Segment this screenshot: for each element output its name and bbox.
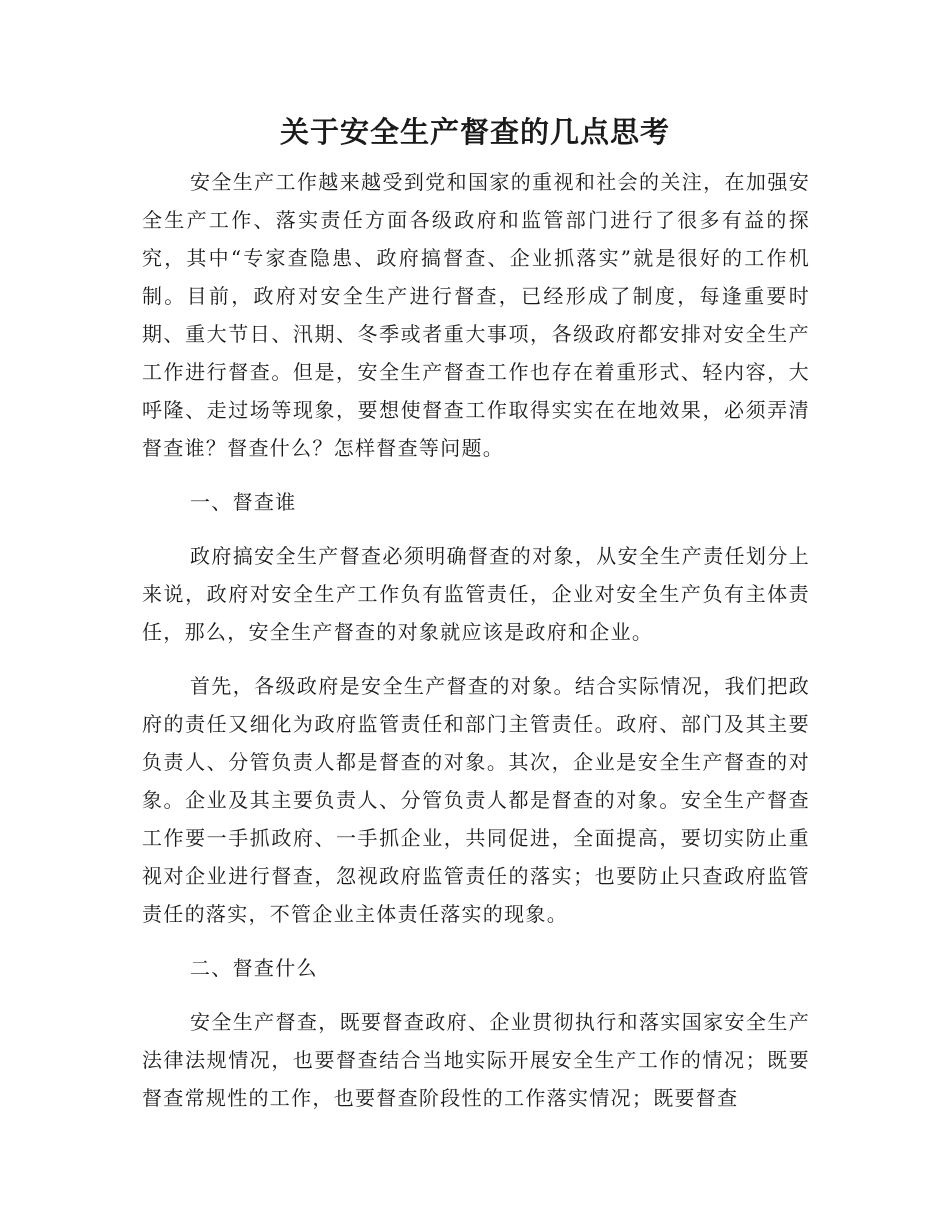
paragraph-gap xyxy=(142,651,810,667)
paragraph-gap xyxy=(142,933,810,949)
paragraph-intro: 安全生产工作越来越受到党和国家的重视和社会的关注，在加强安全生产工作、落实责任方面各级政府和监管部门进行了很多有益的探究，其中“专家查隐患、政府搞督查、企业抓落实”就是很好的工作机制。目前，政府对安全生产进行督查，已经形成了制度，每逢重要时期、重大节日、汛期、冬季或者重大事项，各级政府都安排对安全生产工作进行督查。但是，安全生产督查工作也存在着重形式、轻内容，大呼隆、走过场等现象，要想使督查工作取得实实在在地效果，必须弄清督查谁？督查什么？怎样督查等问题。 xyxy=(142,170,810,460)
paragraph-who-detail: 首先，各级政府是安全生产督查的对象。结合实际情况，我们把政府的责任又细化为政府监管责任和部门主管责任。政府、部门及其主要负责人、分管负责人都是督查的对象。其次，企业是安全生产督查的对象。企业及其主要负责人、分管负责人都是督查的对象。安全生产督查工作要一手抓政府、一手抓企业，共同促进，全面提高，要切实防止重视对企业进行督查，忽视政府监管责任的落实；也要防止只查政府监管责任的落实，不管企业主体责任落实的现象。 xyxy=(142,674,810,926)
paragraph-what-body: 安全生产督查，既要督查政府、企业贯彻执行和落实国家安全生产法律法规情况，也要督查结合当地实际开展安全生产工作的情况；既要督查常规性的工作，也要督查阶段性的工作落实情况；既要督查 xyxy=(142,1010,810,1110)
section-heading-who: 一、督查谁 xyxy=(190,490,297,514)
paragraph-who-body: 政府搞安全生产督查必须明确督查的对象，从安全生产责任划分上来说，政府对安全生产工作负有监管责任，企业对安全生产负有主体责任，那么，安全生产督查的对象就应该是政府和企业。 xyxy=(142,544,810,644)
document-title: 关于安全生产督查的几点思考 xyxy=(279,115,670,149)
paragraph-gap xyxy=(142,467,810,483)
section-heading-what: 二、督查什么 xyxy=(190,956,318,980)
paragraph-gap xyxy=(142,987,810,1003)
paragraph-gap xyxy=(142,521,810,537)
document-body xyxy=(142,163,810,1117)
